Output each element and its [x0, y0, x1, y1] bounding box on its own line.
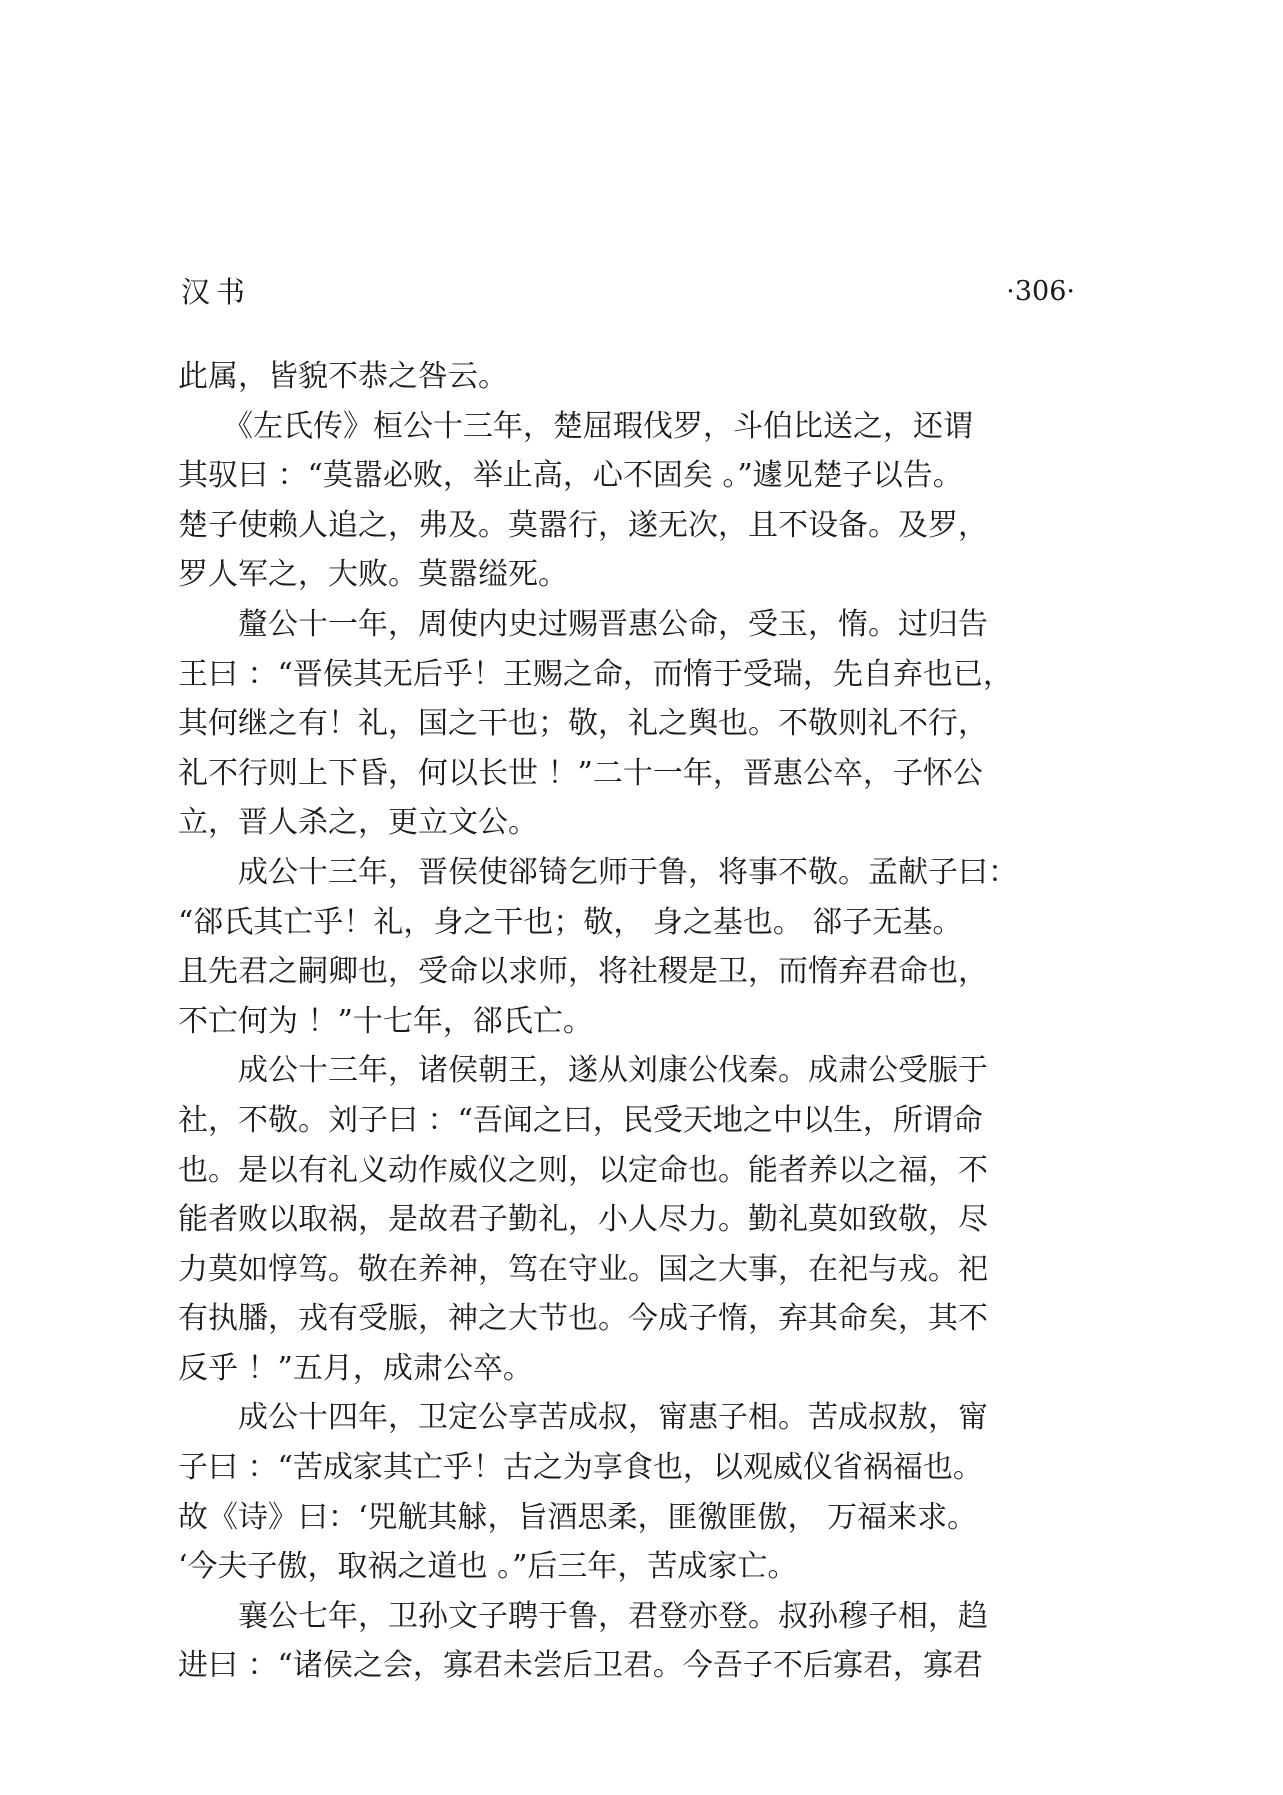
text-line: 礼不行则上下昏，何以长世 ！”二十一年，晋惠公卒，子怀公 [178, 755, 983, 791]
page-number: ·306· [1006, 276, 1075, 307]
text-line: 釐公十一年，周使内史过赐晋惠公命，受玉，惰。过归告 [178, 606, 988, 642]
text-line: 不亡何为 ！”十七年，郤氏亡。 [178, 1003, 593, 1039]
text-line: 有执膰，戎有受脤，神之大节也。今成子惰，弃其命矣，其不 [178, 1301, 988, 1337]
body-text [178, 352, 1078, 1691]
text-line: 力莫如惇笃。敬在养神，笃在守业。国之大事，在祀与戎。祀 [178, 1251, 988, 1287]
text-line: 罗人军之，大败。莫嚣缢死。 [178, 557, 568, 593]
text-line: 也。是以有礼义动作威仪之则，以定命也。能者养以之福，不 [178, 1152, 988, 1188]
text-line: 子曰 ：“苦成家其亡乎！古之为享食也，以观威仪省祸福也。 [178, 1450, 983, 1486]
text-line: 其驭曰 ：“莫嚣必败，举止高，心不固矣 。”遽见楚子以告。 [178, 458, 963, 494]
text-line: 社，不敬。刘子曰 ：“吾闻之曰，民受天地之中以生，所谓命 [178, 1102, 983, 1138]
text-line: 能者败以取祸，是故君子勤礼，小人尽力。勤礼莫如致敬，尽 [178, 1202, 988, 1238]
text-line: 楚子使赖人追之，弗及。莫嚣行，遂无次，且不设备。及罗， [178, 507, 988, 543]
text-line: 进曰 ：“诸侯之会，寡君未尝后卫君。今吾子不后寡君，寡君 [178, 1648, 983, 1684]
text-line: 成公十四年，卫定公享苦成叔，甯惠子相。苦成叔敖，甯 [178, 1400, 988, 1436]
text-line: 成公十三年，诸侯朝王，遂从刘康公伐秦。成肃公受脤于 [178, 1053, 988, 1089]
text-line: 王曰 ：“晋侯其无后乎！王赐之命，而惰于受瑞，先自弃也已， [178, 656, 1013, 692]
text-line: ‘今夫子傲，取祸之道也 。”后三年，苦成家亡。 [178, 1549, 798, 1585]
text-line: 且先君之嗣卿也，受命以求师，将社稷是卫，而惰弃君命也， [178, 954, 988, 990]
text-line: 反乎 ！”五月，成肃公卒。 [178, 1350, 533, 1386]
text-line: 成公十三年，晋侯使郤锜乞师于鲁，将事不敬。孟献子曰： [178, 854, 1018, 890]
text-line: “郤氏其亡乎！礼，身之干也；敬， 身之基也。 郤子无基。 [178, 904, 963, 940]
text-line: 《左氏传》桓公十三年，楚屈瑕伐罗，斗伯比送之，还谓 [178, 408, 973, 444]
text-line: 其何继之有！礼，国之干也；敬，礼之舆也。不敬则礼不行， [178, 706, 988, 742]
text-line: 襄公七年，卫孙文子聘于鲁，君登亦登。叔孙穆子相，趋 [178, 1598, 988, 1634]
text-line: 故《诗》曰：‘兕觥其觩，旨酒思柔，匪徼匪傲， 万福来求。 [178, 1499, 978, 1535]
text-line: 此属，皆貌不恭之咎云。 [178, 359, 508, 394]
text-line: 立，晋人杀之，更立文公。 [178, 805, 538, 841]
running-title: 汉书 [181, 275, 252, 309]
